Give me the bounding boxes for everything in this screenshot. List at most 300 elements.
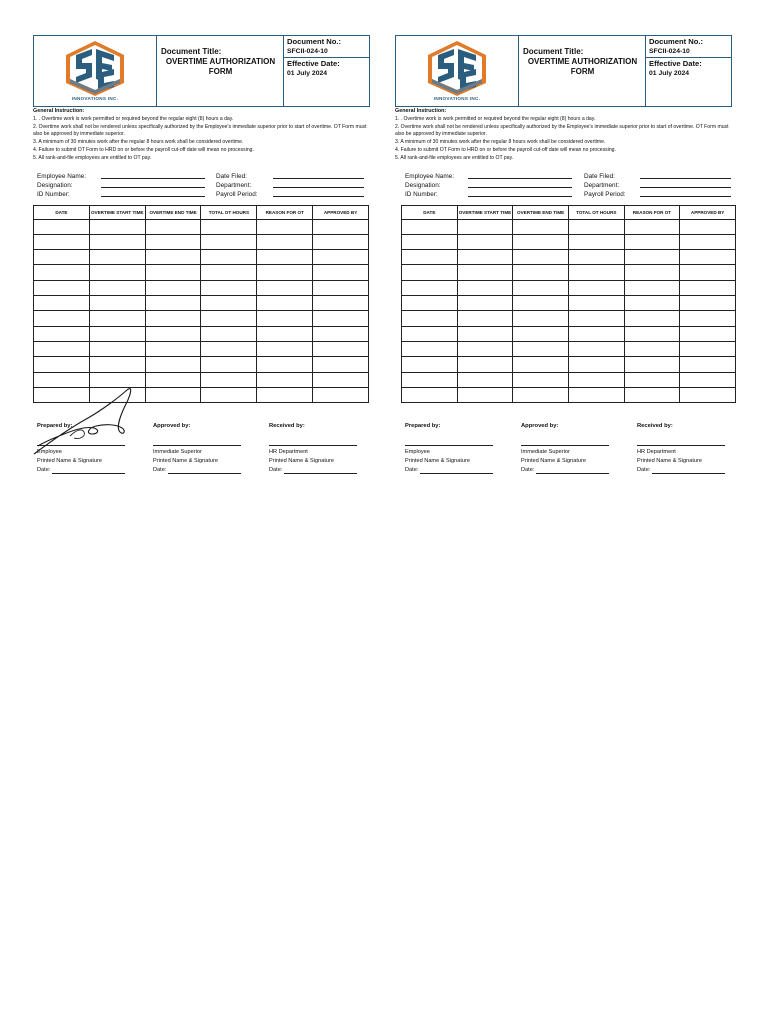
instruction-item: 1. . Overtime work is work permitted or required beyond the regular eight (8) hours a day. <box>33 115 234 122</box>
col-header-date: DATE <box>34 205 90 219</box>
table-cell[interactable] <box>402 265 458 280</box>
form-header <box>395 35 732 107</box>
hr-department-label: HR Department <box>637 449 676 456</box>
overtime-table <box>33 205 369 404</box>
table-cell[interactable] <box>201 234 257 249</box>
table-cell[interactable] <box>89 357 145 372</box>
table-cell[interactable] <box>568 219 624 234</box>
approved-by-label: Approved by: <box>153 423 191 430</box>
payroll-period-field[interactable] <box>584 190 626 199</box>
date-field[interactable] <box>521 467 621 473</box>
payroll-period-label: Payroll Period: <box>584 190 626 198</box>
overtime-form-right <box>395 35 732 493</box>
approved-by-signature-line[interactable] <box>521 445 609 446</box>
table-row <box>402 296 736 311</box>
table-body <box>402 219 736 403</box>
col-header-reason: REASON FOR OT <box>624 205 680 219</box>
table-cell[interactable] <box>34 265 90 280</box>
table-header-row <box>34 205 369 219</box>
approved-by-label: Approved by: <box>521 423 559 430</box>
prepared-by-block <box>405 423 505 473</box>
table-cell[interactable] <box>624 357 680 372</box>
department-line[interactable] <box>640 181 731 188</box>
effective-date-value: 01 July 2024 <box>287 70 328 77</box>
col-header-total-hours: TOTAL OT HOURS <box>568 205 624 219</box>
printed-name-label: Printed Name & Signature <box>37 458 102 465</box>
prepared-by-label: Prepared by: <box>37 423 73 430</box>
table-cell[interactable] <box>257 387 313 402</box>
table-cell[interactable] <box>568 372 624 387</box>
table-cell[interactable] <box>145 250 201 265</box>
table-cell[interactable] <box>201 357 257 372</box>
table-cell[interactable] <box>313 341 369 356</box>
instruction-item: 2. Overtime work shall not be rendered unless specifically authorized by the Employee's immediate superior prior to start of overtime. OT Form must also be approved by immediate superior. <box>33 123 367 138</box>
department-label: Department: <box>584 181 620 189</box>
table-row <box>402 311 736 326</box>
table-cell[interactable] <box>457 311 513 326</box>
table-cell[interactable] <box>257 296 313 311</box>
table-cell[interactable] <box>34 326 90 341</box>
table-row <box>34 219 369 234</box>
table-cell[interactable] <box>568 280 624 295</box>
table-cell[interactable] <box>680 250 736 265</box>
payroll-period-line[interactable] <box>640 190 731 197</box>
table-cell[interactable] <box>624 250 680 265</box>
designation-label: Designation: <box>37 181 73 189</box>
table-cell[interactable] <box>257 219 313 234</box>
table-cell[interactable] <box>145 387 201 402</box>
table-cell[interactable] <box>680 387 736 402</box>
table-cell[interactable] <box>89 326 145 341</box>
table-cell[interactable] <box>457 372 513 387</box>
received-by-block <box>637 423 737 473</box>
table-cell[interactable] <box>624 372 680 387</box>
instruction-item: 2. Overtime work shall not be rendered unless specifically authorized by the Employee's immediate superior prior to start of overtime. OT Form must also be approved by immediate superior. <box>395 123 729 138</box>
table-cell[interactable] <box>201 387 257 402</box>
table-cell[interactable] <box>513 219 569 234</box>
col-header-end-time: OVERTIME END TIME <box>513 205 569 219</box>
designation-field[interactable] <box>37 181 73 190</box>
table-row <box>34 341 369 356</box>
overtime-table <box>401 205 736 404</box>
date-label: Date: <box>153 467 167 474</box>
printed-name-label: Printed Name & Signature <box>521 458 586 465</box>
immediate-superior-label: Immediate Superior <box>153 449 202 456</box>
document-title-value: OVERTIME AUTHORIZATION FORM <box>527 57 638 76</box>
table-cell[interactable] <box>145 326 201 341</box>
table-cell[interactable] <box>513 372 569 387</box>
table-row <box>402 265 736 280</box>
table-cell[interactable] <box>201 219 257 234</box>
table-row <box>34 265 369 280</box>
table-cell[interactable] <box>201 296 257 311</box>
date-filed-line[interactable] <box>640 172 731 179</box>
instruction-item: 3. A minimum of 30 minutes work after the regular 8 hours work shall be considered overtime. <box>395 139 606 146</box>
payroll-period-line[interactable] <box>273 190 364 197</box>
received-by-signature-line[interactable] <box>269 445 357 446</box>
date-line[interactable] <box>52 473 125 474</box>
id-number-label: ID Number: <box>405 190 438 198</box>
table-cell[interactable] <box>257 357 313 372</box>
date-label: Date: <box>269 467 283 474</box>
table-cell[interactable] <box>568 265 624 280</box>
table-cell[interactable] <box>89 341 145 356</box>
table-cell[interactable] <box>402 326 458 341</box>
table-cell[interactable] <box>457 296 513 311</box>
instruction-item: 4. Failure to submit OT Form to HRD on or before the payroll cut-off date will mean no processing. <box>33 146 254 153</box>
table-cell[interactable] <box>313 265 369 280</box>
table-cell[interactable] <box>624 280 680 295</box>
instruction-item: 1. . Overtime work is work permitted or required beyond the regular eight (8) hours a day. <box>395 115 596 122</box>
table-cell[interactable] <box>513 387 569 402</box>
table-cell[interactable] <box>34 280 90 295</box>
table-cell[interactable] <box>513 326 569 341</box>
table-cell[interactable] <box>402 234 458 249</box>
table-cell[interactable] <box>201 280 257 295</box>
table-cell[interactable] <box>624 219 680 234</box>
instruction-item: 5. All rank-and-file employees are entitled to OT pay. <box>395 154 514 161</box>
table-row <box>402 219 736 234</box>
table-row <box>402 387 736 402</box>
table-cell[interactable] <box>680 357 736 372</box>
table-row <box>402 372 736 387</box>
id-number-label: ID Number: <box>37 190 70 198</box>
approved-by-block <box>153 423 253 473</box>
table-cell[interactable] <box>402 250 458 265</box>
document-no-value: SFCII-024-10 <box>287 48 328 55</box>
table-cell[interactable] <box>201 265 257 280</box>
approved-by-signature-line[interactable] <box>153 445 241 446</box>
employee-role-label: Employee <box>405 449 430 456</box>
employee-role-label: Employee <box>37 449 62 456</box>
table-cell[interactable] <box>513 280 569 295</box>
table-cell[interactable] <box>402 311 458 326</box>
table-cell[interactable] <box>313 326 369 341</box>
table-cell[interactable] <box>89 296 145 311</box>
table-cell[interactable] <box>34 250 90 265</box>
id-number-line[interactable] <box>468 190 572 197</box>
table-row <box>402 341 736 356</box>
date-label: Date: <box>405 467 419 474</box>
instructions-title: General Instruction: <box>33 108 85 114</box>
table-cell[interactable] <box>313 311 369 326</box>
table-cell[interactable] <box>457 326 513 341</box>
effective-date-value: 01 July 2024 <box>649 70 690 77</box>
id-number-line[interactable] <box>101 190 205 197</box>
prepared-by-signature-line[interactable] <box>405 445 493 446</box>
table-row <box>402 250 736 265</box>
date-label: Date: <box>637 467 651 474</box>
table-cell[interactable] <box>624 234 680 249</box>
table-cell[interactable] <box>145 311 201 326</box>
table-cell[interactable] <box>34 234 90 249</box>
table-cell[interactable] <box>313 234 369 249</box>
table-cell[interactable] <box>89 234 145 249</box>
document-title-label: Document Title: <box>523 47 584 56</box>
employee-name-line[interactable] <box>468 172 572 179</box>
company-logo-icon <box>424 39 490 97</box>
col-header-start-time: OVERTIME START TIME <box>457 205 513 219</box>
payroll-period-field[interactable] <box>216 190 258 199</box>
table-cell[interactable] <box>257 326 313 341</box>
table-cell[interactable] <box>145 234 201 249</box>
table-cell[interactable] <box>89 219 145 234</box>
table-cell[interactable] <box>513 341 569 356</box>
received-by-signature-line[interactable] <box>637 445 725 446</box>
table-cell[interactable] <box>145 341 201 356</box>
table-cell[interactable] <box>568 357 624 372</box>
instruction-item: 4. Failure to submit OT Form to HRD on or before the payroll cut-off date will mean no processing. <box>395 146 616 153</box>
designation-field[interactable] <box>405 181 441 190</box>
department-field[interactable] <box>216 181 251 190</box>
received-by-label: Received by: <box>269 423 305 430</box>
table-cell[interactable] <box>568 234 624 249</box>
table-cell[interactable] <box>402 219 458 234</box>
table-cell[interactable] <box>457 341 513 356</box>
table-cell[interactable] <box>680 234 736 249</box>
table-cell[interactable] <box>513 311 569 326</box>
col-header-approved-by: APPROVED BY <box>680 205 736 219</box>
table-cell[interactable] <box>201 341 257 356</box>
table-cell[interactable] <box>513 296 569 311</box>
handwritten-signature-icon <box>30 384 135 459</box>
table-cell[interactable] <box>201 311 257 326</box>
printed-name-label: Printed Name & Signature <box>637 458 702 465</box>
table-row <box>34 234 369 249</box>
table-cell[interactable] <box>624 265 680 280</box>
date-filed-line[interactable] <box>273 172 364 179</box>
table-cell[interactable] <box>34 311 90 326</box>
table-cell[interactable] <box>513 357 569 372</box>
employee-name-line[interactable] <box>101 172 205 179</box>
table-cell[interactable] <box>568 341 624 356</box>
date-field[interactable] <box>405 467 505 473</box>
table-row <box>34 311 369 326</box>
table-cell[interactable] <box>257 250 313 265</box>
table-row <box>402 280 736 295</box>
date-filed-label: Date Filed: <box>216 172 247 180</box>
col-header-approved-by: APPROVED BY <box>313 205 369 219</box>
table-cell[interactable] <box>457 219 513 234</box>
table-row <box>34 296 369 311</box>
designation-label: Designation: <box>405 181 441 189</box>
date-line[interactable] <box>168 473 241 474</box>
table-cell[interactable] <box>680 311 736 326</box>
table-cell[interactable] <box>313 357 369 372</box>
table-cell[interactable] <box>457 234 513 249</box>
id-number-field[interactable] <box>37 190 70 199</box>
document-title-cell <box>519 36 646 106</box>
table-cell[interactable] <box>680 326 736 341</box>
company-logo-icon <box>62 39 128 97</box>
table-cell[interactable] <box>313 387 369 402</box>
table-cell[interactable] <box>568 387 624 402</box>
date-line[interactable] <box>284 473 357 474</box>
printed-name-label: Printed Name & Signature <box>269 458 334 465</box>
instructions-title: General Instruction: <box>395 108 447 114</box>
table-row <box>402 234 736 249</box>
table-cell[interactable] <box>257 265 313 280</box>
id-number-field[interactable] <box>405 190 438 199</box>
table-cell[interactable] <box>89 280 145 295</box>
table-row <box>34 326 369 341</box>
table-cell[interactable] <box>457 250 513 265</box>
table-cell[interactable] <box>624 326 680 341</box>
effective-date-label: Effective Date: <box>287 59 340 68</box>
table-cell[interactable] <box>402 372 458 387</box>
employee-name-field[interactable] <box>37 172 86 181</box>
department-field[interactable] <box>584 181 619 190</box>
logo-cell <box>34 36 157 106</box>
printed-name-label: Printed Name & Signature <box>405 458 470 465</box>
effective-date-label: Effective Date: <box>649 59 702 68</box>
table-cell[interactable] <box>402 296 458 311</box>
date-field[interactable] <box>37 467 137 473</box>
table-cell[interactable] <box>680 280 736 295</box>
table-cell[interactable] <box>201 372 257 387</box>
table-cell[interactable] <box>145 280 201 295</box>
document-info-cell <box>646 36 731 106</box>
received-by-block <box>269 423 369 473</box>
table-cell[interactable] <box>145 296 201 311</box>
table-cell[interactable] <box>568 296 624 311</box>
table-row <box>34 357 369 372</box>
payroll-period-label: Payroll Period: <box>216 190 258 198</box>
table-cell[interactable] <box>145 219 201 234</box>
date-field[interactable] <box>637 467 737 473</box>
document-no-label: Document No.: <box>287 37 341 46</box>
table-cell[interactable] <box>313 280 369 295</box>
date-line[interactable] <box>420 473 493 474</box>
table-cell[interactable] <box>402 357 458 372</box>
date-field[interactable] <box>269 467 369 473</box>
department-label: Department: <box>216 181 252 189</box>
table-cell[interactable] <box>624 341 680 356</box>
table-cell[interactable] <box>568 311 624 326</box>
table-cell[interactable] <box>145 265 201 280</box>
designation-line[interactable] <box>468 181 572 188</box>
table-cell[interactable] <box>457 280 513 295</box>
table-cell[interactable] <box>680 296 736 311</box>
col-header-reason: REASON FOR OT <box>257 205 313 219</box>
signature-section <box>395 423 732 493</box>
table-cell[interactable] <box>313 219 369 234</box>
table-cell[interactable] <box>624 296 680 311</box>
general-instructions <box>395 108 732 163</box>
department-line[interactable] <box>273 181 364 188</box>
table-cell[interactable] <box>313 372 369 387</box>
table-cell[interactable] <box>513 250 569 265</box>
table-cell[interactable] <box>680 372 736 387</box>
table-cell[interactable] <box>145 357 201 372</box>
hr-department-label: HR Department <box>269 449 308 456</box>
table-cell[interactable] <box>257 372 313 387</box>
date-label: Date: <box>521 467 535 474</box>
employee-name-label: Employee Name: <box>37 172 87 180</box>
table-cell[interactable] <box>257 280 313 295</box>
col-header-date: DATE <box>402 205 458 219</box>
table-cell[interactable] <box>568 250 624 265</box>
table-cell[interactable] <box>513 265 569 280</box>
table-cell[interactable] <box>201 250 257 265</box>
table-cell[interactable] <box>624 387 680 402</box>
table-cell[interactable] <box>34 219 90 234</box>
table-cell[interactable] <box>257 234 313 249</box>
logo-text: INNOVATIONS INC. <box>433 96 481 101</box>
table-cell[interactable] <box>89 311 145 326</box>
employee-fields <box>395 172 732 200</box>
table-cell[interactable] <box>34 296 90 311</box>
table-cell[interactable] <box>402 387 458 402</box>
table-header-row <box>402 205 736 219</box>
document-title-value: OVERTIME AUTHORIZATION FORM <box>165 57 276 76</box>
employee-fields <box>33 172 370 200</box>
table-cell[interactable] <box>34 357 90 372</box>
table-row <box>402 357 736 372</box>
date-filed-label: Date Filed: <box>584 172 615 180</box>
employee-name-label: Employee Name: <box>405 172 455 180</box>
table-cell[interactable] <box>457 387 513 402</box>
table-cell[interactable] <box>89 250 145 265</box>
table-row <box>34 280 369 295</box>
table-cell[interactable] <box>457 265 513 280</box>
form-header <box>33 35 370 107</box>
designation-line[interactable] <box>101 181 205 188</box>
prepared-by-label: Prepared by: <box>405 423 441 430</box>
col-header-end-time: OVERTIME END TIME <box>145 205 201 219</box>
date-filed-field[interactable] <box>584 172 615 181</box>
table-cell[interactable] <box>402 280 458 295</box>
table-cell[interactable] <box>457 357 513 372</box>
table-cell[interactable] <box>34 341 90 356</box>
approved-by-block <box>521 423 621 473</box>
table-cell[interactable] <box>680 265 736 280</box>
date-line[interactable] <box>652 473 725 474</box>
table-cell[interactable] <box>145 372 201 387</box>
received-by-label: Received by: <box>637 423 673 430</box>
table-cell[interactable] <box>680 219 736 234</box>
instruction-item: 5. All rank-and-file employees are entitled to OT pay. <box>33 154 152 161</box>
document-title-label: Document Title: <box>161 47 222 56</box>
logo-cell <box>396 36 519 106</box>
instruction-item: 3. A minimum of 30 minutes work after the regular 8 hours work shall be considered overtime. <box>33 139 244 146</box>
table-cell[interactable] <box>257 341 313 356</box>
date-line[interactable] <box>536 473 609 474</box>
table-cell[interactable] <box>313 296 369 311</box>
document-info-cell <box>284 36 369 106</box>
document-no-label: Document No.: <box>649 37 703 46</box>
general-instructions <box>33 108 370 163</box>
col-header-total-hours: TOTAL OT HOURS <box>201 205 257 219</box>
printed-name-label: Printed Name & Signature <box>153 458 218 465</box>
employee-name-field[interactable] <box>405 172 454 181</box>
document-no-value: SFCII-024-10 <box>649 48 690 55</box>
col-header-start-time: OVERTIME START TIME <box>89 205 145 219</box>
table-cell[interactable] <box>89 265 145 280</box>
table-cell[interactable] <box>313 250 369 265</box>
table-cell[interactable] <box>513 234 569 249</box>
table-cell[interactable] <box>201 326 257 341</box>
date-field[interactable] <box>153 467 253 473</box>
table-cell[interactable] <box>568 326 624 341</box>
table-body <box>34 219 369 403</box>
date-filed-field[interactable] <box>216 172 247 181</box>
table-cell[interactable] <box>680 341 736 356</box>
table-cell[interactable] <box>624 311 680 326</box>
table-cell[interactable] <box>257 311 313 326</box>
date-label: Date: <box>37 467 51 474</box>
table-cell[interactable] <box>402 341 458 356</box>
